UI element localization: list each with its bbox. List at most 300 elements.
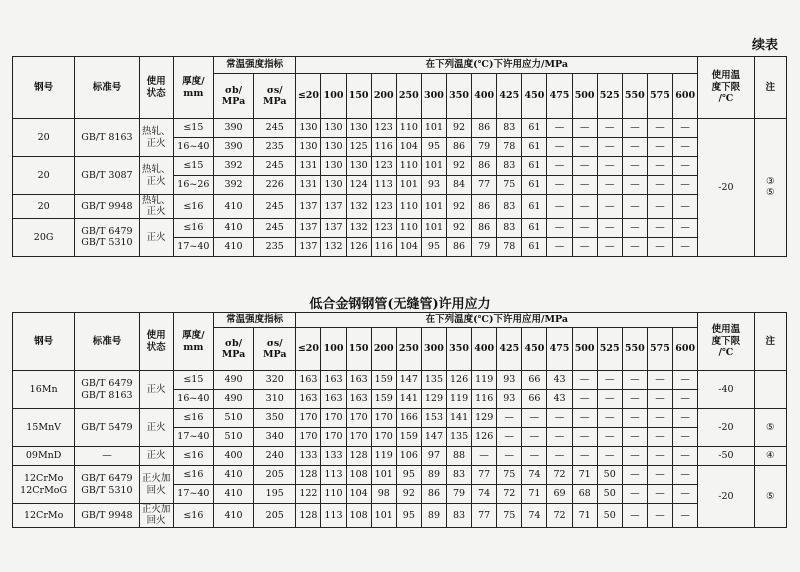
standard-cell: GB/T 5479 [75, 409, 139, 447]
stress-value-cell: 122 [296, 485, 321, 504]
stress-value-cell: 126 [472, 428, 497, 447]
stress-value-cell: — [597, 195, 622, 219]
stress-value-cell: — [622, 371, 647, 390]
stress-value-cell: 86 [447, 237, 472, 256]
sigma-s-cell: 245 [254, 157, 296, 176]
stress-value-cell: — [547, 119, 572, 138]
stress-value-cell: 71 [522, 485, 547, 504]
stress-value-cell: — [647, 176, 672, 195]
stress-value-cell: 110 [396, 157, 421, 176]
header-room-temp-strength: 常温强度指标 [213, 313, 295, 328]
thickness-cell: 16~40 [173, 390, 213, 409]
stress-value-cell: 113 [321, 504, 346, 528]
stress-value-cell: 93 [421, 176, 446, 195]
stress-value-cell: 75 [497, 176, 522, 195]
stress-value-cell: — [547, 218, 572, 237]
stress-value-cell: 95 [421, 237, 446, 256]
stress-value-cell: 123 [371, 157, 396, 176]
stress-value-cell: — [647, 504, 672, 528]
stress-value-cell: 125 [346, 138, 371, 157]
stress-value-cell: — [647, 237, 672, 256]
table-row [13, 447, 787, 466]
sigma-b-cell: 392 [213, 176, 253, 195]
header-temp-column: 350 [447, 328, 472, 371]
header-min-temp: 使用温 度下限 /℃ [698, 313, 754, 371]
header-temp-column: 100 [321, 74, 346, 119]
stress-value-cell: — [673, 176, 698, 195]
header-temp-column: 500 [572, 328, 597, 371]
header-temp-column: 400 [472, 328, 497, 371]
header-temp-column: 525 [597, 328, 622, 371]
header-temp-column: 425 [497, 328, 522, 371]
stress-value-cell: — [597, 371, 622, 390]
stress-value-cell: — [673, 428, 698, 447]
header-temp-column: ≤20 [296, 328, 321, 371]
stress-value-cell: 110 [396, 119, 421, 138]
stress-value-cell: 61 [522, 237, 547, 256]
header-sigma-b: σb/ MPa [213, 328, 253, 371]
stress-value-cell: 43 [547, 371, 572, 390]
stress-value-cell: 163 [321, 371, 346, 390]
stress-value-cell: 101 [421, 157, 446, 176]
stress-value-cell: 110 [396, 218, 421, 237]
stress-value-cell: — [647, 157, 672, 176]
sigma-b-cell: 390 [213, 138, 253, 157]
stress-value-cell: — [572, 119, 597, 138]
table-row [13, 409, 787, 428]
stress-value-cell: 101 [371, 504, 396, 528]
header-temp-column: 250 [396, 328, 421, 371]
stress-value-cell: 83 [497, 195, 522, 219]
thickness-cell: ≤15 [173, 119, 213, 138]
standard-cell: — [75, 447, 139, 466]
stress-value-cell: 92 [447, 195, 472, 219]
min-temp-cell: -20 [698, 466, 754, 528]
stress-value-cell: — [673, 466, 698, 485]
stress-value-cell: 74 [522, 466, 547, 485]
header-sigma-b: σb/ MPa [213, 74, 253, 119]
header-temp-column: 150 [346, 74, 371, 119]
steel-no-cell: 09MnD [13, 447, 75, 466]
header-allowable-stress: 在下列温度(℃)下许用应力/MPa [296, 57, 698, 74]
stress-value-cell: 61 [522, 195, 547, 219]
stress-value-cell: — [647, 119, 672, 138]
sigma-s-cell: 235 [254, 138, 296, 157]
condition-cell: 正火加回火 [139, 504, 173, 528]
header-temp-column: 550 [622, 328, 647, 371]
steel-no-cell: 20 [13, 157, 75, 195]
stress-value-cell: — [673, 447, 698, 466]
header-temp-column: 600 [673, 328, 698, 371]
thickness-cell: ≤15 [173, 371, 213, 390]
stress-value-cell: 163 [346, 390, 371, 409]
header-sigma-s: σs/ MPa [254, 328, 296, 371]
stress-value-cell: 88 [447, 447, 472, 466]
header-condition: 使用 状态 [139, 313, 173, 371]
stress-value-cell: 93 [497, 371, 522, 390]
stress-value-cell: — [622, 485, 647, 504]
sigma-b-cell: 400 [213, 447, 253, 466]
stress-value-cell: 116 [371, 138, 396, 157]
header-temp-column: 500 [572, 74, 597, 119]
stress-value-cell: — [622, 237, 647, 256]
steel-no-cell: 20G [13, 218, 75, 256]
stress-value-cell: 61 [522, 218, 547, 237]
stress-value-cell: — [622, 447, 647, 466]
stress-value-cell: 163 [296, 390, 321, 409]
steel-no-cell: 20 [13, 195, 75, 219]
stress-value-cell: 106 [396, 447, 421, 466]
sigma-s-cell: 340 [254, 428, 296, 447]
thickness-cell: ≤16 [173, 218, 213, 237]
stress-value-cell: — [522, 409, 547, 428]
stress-value-cell: 170 [321, 428, 346, 447]
sigma-b-cell: 490 [213, 371, 253, 390]
table-row [13, 119, 787, 138]
stress-value-cell: 71 [572, 504, 597, 528]
sigma-b-cell: 410 [213, 195, 253, 219]
stress-value-cell: 83 [497, 119, 522, 138]
stress-value-cell: 66 [522, 390, 547, 409]
stress-value-cell: 77 [472, 466, 497, 485]
stress-value-cell: 163 [321, 390, 346, 409]
standard-cell: GB/T 6479 GB/T 5310 [75, 218, 139, 256]
stress-value-cell: 141 [396, 390, 421, 409]
stress-value-cell: 89 [421, 504, 446, 528]
stress-value-cell: — [572, 157, 597, 176]
low-alloy-steel-stress-table [12, 312, 787, 528]
note-cell: ⑤ [754, 466, 786, 528]
stress-value-cell: 119 [447, 390, 472, 409]
stress-value-cell: — [673, 119, 698, 138]
standard-cell: GB/T 6479 GB/T 8163 [75, 371, 139, 409]
sigma-s-cell: 245 [254, 218, 296, 237]
stress-value-cell: 170 [371, 428, 396, 447]
stress-value-cell: 75 [497, 466, 522, 485]
sigma-b-cell: 510 [213, 428, 253, 447]
stress-value-cell: 130 [321, 138, 346, 157]
standard-cell: GB/T 9948 [75, 195, 139, 219]
stress-value-cell: 84 [447, 176, 472, 195]
stress-value-cell: — [622, 504, 647, 528]
stress-value-cell: 66 [522, 371, 547, 390]
header-condition: 使用 状态 [139, 57, 173, 119]
stress-value-cell: — [547, 176, 572, 195]
stress-value-cell: — [572, 195, 597, 219]
stress-value-cell: — [647, 428, 672, 447]
thickness-cell: ≤16 [173, 409, 213, 428]
stress-value-cell: — [673, 195, 698, 219]
stress-value-cell: 98 [371, 485, 396, 504]
stress-value-cell: 132 [346, 195, 371, 219]
sigma-s-cell: 245 [254, 195, 296, 219]
stress-value-cell: 159 [371, 371, 396, 390]
min-temp-cell: -40 [698, 371, 754, 409]
stress-value-cell: 101 [421, 195, 446, 219]
stress-value-cell: 101 [371, 466, 396, 485]
stress-value-cell: 123 [371, 218, 396, 237]
stress-value-cell: — [622, 195, 647, 219]
stress-value-cell: 163 [296, 371, 321, 390]
stress-value-cell: — [572, 237, 597, 256]
sigma-s-cell: 226 [254, 176, 296, 195]
stress-value-cell: 130 [346, 119, 371, 138]
stress-value-cell: — [622, 119, 647, 138]
header-min-temp: 使用温 度下限 /℃ [698, 57, 754, 119]
stress-value-cell: — [647, 447, 672, 466]
header-thickness: 厚度/ mm [173, 57, 213, 119]
stress-value-cell: — [647, 466, 672, 485]
stress-value-cell: 71 [572, 466, 597, 485]
stress-value-cell: 92 [396, 485, 421, 504]
stress-value-cell: — [547, 409, 572, 428]
stress-value-cell: 77 [472, 176, 497, 195]
sigma-b-cell: 392 [213, 157, 253, 176]
stress-value-cell: — [547, 447, 572, 466]
standard-cell: GB/T 3087 [75, 157, 139, 195]
stress-value-cell: 128 [296, 504, 321, 528]
header-temp-column: 550 [622, 74, 647, 119]
thickness-cell: ≤16 [173, 466, 213, 485]
thickness-cell: 17~40 [173, 237, 213, 256]
stress-value-cell: 97 [421, 447, 446, 466]
stress-value-cell: 69 [547, 485, 572, 504]
stress-value-cell: 132 [321, 237, 346, 256]
stress-value-cell: 75 [497, 504, 522, 528]
steel-no-cell: 12CrMo 12CrMoG [13, 466, 75, 504]
condition-cell: 热轧、正火 [139, 119, 173, 157]
stress-value-cell: 78 [497, 138, 522, 157]
table-row [13, 157, 787, 176]
header-thickness: 厚度/ mm [173, 313, 213, 371]
sigma-b-cell: 410 [213, 485, 253, 504]
standard-cell: GB/T 6479 GB/T 5310 [75, 466, 139, 504]
stress-value-cell: 135 [421, 371, 446, 390]
header-temp-column: 600 [673, 74, 698, 119]
stress-value-cell: 166 [396, 409, 421, 428]
table-row [13, 466, 787, 485]
note-cell [754, 371, 786, 409]
stress-value-cell: 92 [447, 157, 472, 176]
stress-value-cell: — [472, 447, 497, 466]
sigma-s-cell: 310 [254, 390, 296, 409]
sigma-b-cell: 510 [213, 409, 253, 428]
standard-cell: GB/T 9948 [75, 504, 139, 528]
stress-value-cell: — [622, 176, 647, 195]
sigma-s-cell: 205 [254, 466, 296, 485]
stress-value-cell: — [622, 390, 647, 409]
stress-value-cell: 133 [296, 447, 321, 466]
condition-cell: 热轧、正火 [139, 157, 173, 195]
stress-value-cell: 170 [371, 409, 396, 428]
stress-value-cell: — [547, 157, 572, 176]
stress-value-cell: — [572, 138, 597, 157]
stress-value-cell: — [647, 218, 672, 237]
stress-value-cell: — [673, 409, 698, 428]
stress-value-cell: — [547, 237, 572, 256]
header-temp-column: 300 [421, 74, 446, 119]
note-cell: ④ [754, 447, 786, 466]
header-standard: 标准号 [75, 313, 139, 371]
stress-value-cell: 79 [472, 138, 497, 157]
stress-value-cell: 74 [522, 504, 547, 528]
stress-value-cell: — [572, 218, 597, 237]
stress-value-cell: — [647, 409, 672, 428]
header-note: 注 [754, 313, 786, 371]
stress-value-cell: 170 [296, 428, 321, 447]
stress-value-cell: 137 [296, 218, 321, 237]
stress-value-cell: — [622, 466, 647, 485]
sigma-s-cell: 245 [254, 119, 296, 138]
stress-value-cell: — [597, 157, 622, 176]
stress-value-cell: — [673, 138, 698, 157]
stress-value-cell: 86 [472, 195, 497, 219]
condition-cell: 正火 [139, 371, 173, 409]
steel-no-cell: 20 [13, 119, 75, 157]
table-row [13, 195, 787, 219]
sigma-b-cell: 410 [213, 218, 253, 237]
header-temp-column: 200 [371, 328, 396, 371]
stress-value-cell: 110 [321, 485, 346, 504]
stress-value-cell: 124 [346, 176, 371, 195]
sigma-s-cell: 205 [254, 504, 296, 528]
stress-value-cell: 131 [296, 157, 321, 176]
stress-value-cell: — [597, 447, 622, 466]
stress-value-cell: 163 [346, 371, 371, 390]
thickness-cell: ≤16 [173, 504, 213, 528]
stress-value-cell: 86 [447, 138, 472, 157]
stress-value-cell: 159 [396, 428, 421, 447]
stress-value-cell: — [572, 447, 597, 466]
stress-value-cell: 137 [321, 218, 346, 237]
stress-value-cell: — [597, 119, 622, 138]
steel-no-cell: 15MnV [13, 409, 75, 447]
stress-value-cell: 74 [472, 485, 497, 504]
stress-value-cell: 68 [572, 485, 597, 504]
stress-value-cell: 116 [472, 390, 497, 409]
stress-value-cell: — [497, 428, 522, 447]
header-steel-no: 钢号 [13, 57, 75, 119]
condition-cell: 热轧、正火 [139, 195, 173, 219]
stress-value-cell: 104 [346, 485, 371, 504]
stress-value-cell: 61 [522, 157, 547, 176]
stress-value-cell: 86 [472, 119, 497, 138]
sigma-s-cell: 240 [254, 447, 296, 466]
stress-value-cell: — [647, 485, 672, 504]
stress-value-cell: 83 [497, 157, 522, 176]
stress-value-cell: 83 [447, 466, 472, 485]
stress-value-cell: — [547, 195, 572, 219]
stress-value-cell: 50 [597, 466, 622, 485]
stress-value-cell: 130 [346, 157, 371, 176]
sigma-s-cell: 235 [254, 237, 296, 256]
stress-value-cell: — [572, 428, 597, 447]
steel-no-cell: 16Mn [13, 371, 75, 409]
stress-value-cell: 129 [472, 409, 497, 428]
table-row [13, 218, 787, 237]
table-row [13, 371, 787, 390]
stress-value-cell: — [622, 157, 647, 176]
section-title: 低合金钢钢管(无缝管)许用应力 [309, 297, 491, 312]
stress-value-cell: 137 [296, 237, 321, 256]
stress-value-cell: 126 [447, 371, 472, 390]
note-cell: ⑤ [754, 409, 786, 447]
header-temp-column: 475 [547, 74, 572, 119]
stress-value-cell: 137 [321, 195, 346, 219]
stress-value-cell: — [547, 428, 572, 447]
stress-value-cell: — [622, 409, 647, 428]
stress-value-cell: 104 [396, 138, 421, 157]
stress-value-cell: 126 [346, 237, 371, 256]
stress-value-cell: 147 [396, 371, 421, 390]
stress-value-cell: 135 [447, 428, 472, 447]
stress-value-cell: 141 [447, 409, 472, 428]
stress-value-cell: 132 [346, 218, 371, 237]
stress-value-cell: — [597, 218, 622, 237]
stress-value-cell: — [647, 390, 672, 409]
stress-value-cell: — [673, 371, 698, 390]
thickness-cell: ≤16 [173, 195, 213, 219]
stress-value-cell: 170 [346, 409, 371, 428]
stress-value-cell: 108 [346, 466, 371, 485]
stress-value-cell: 130 [321, 157, 346, 176]
header-room-temp-strength: 常温强度指标 [213, 57, 295, 74]
stress-value-cell: 83 [447, 504, 472, 528]
header-note: 注 [754, 57, 786, 119]
stress-value-cell: 153 [421, 409, 446, 428]
header-temp-column: 575 [647, 74, 672, 119]
stress-value-cell: — [572, 409, 597, 428]
stress-value-cell: — [647, 195, 672, 219]
sigma-s-cell: 350 [254, 409, 296, 428]
continued-label: 续表 [751, 38, 778, 53]
min-temp-cell: -50 [698, 447, 754, 466]
stress-value-cell: — [597, 138, 622, 157]
sigma-b-cell: 410 [213, 237, 253, 256]
stress-value-cell: 95 [421, 138, 446, 157]
sigma-b-cell: 490 [213, 390, 253, 409]
stress-value-cell: 101 [421, 218, 446, 237]
thickness-cell: 16~26 [173, 176, 213, 195]
stress-value-cell: 133 [321, 447, 346, 466]
stress-value-cell: — [497, 447, 522, 466]
stress-value-cell: — [673, 504, 698, 528]
stress-value-cell: — [597, 237, 622, 256]
stress-value-cell: 123 [371, 195, 396, 219]
header-temp-column: 525 [597, 74, 622, 119]
stress-value-cell: — [673, 485, 698, 504]
stress-value-cell: 93 [497, 390, 522, 409]
header-temp-column: 300 [421, 328, 446, 371]
stress-value-cell: 61 [522, 176, 547, 195]
stress-value-cell: 170 [296, 409, 321, 428]
stress-value-cell: 113 [321, 466, 346, 485]
stress-value-cell: 130 [321, 176, 346, 195]
header-allowable-stress: 在下列温度(℃)下许用应用/MPa [296, 313, 698, 328]
stress-value-cell: 77 [472, 504, 497, 528]
header-temp-column: 475 [547, 328, 572, 371]
stress-value-cell: 86 [421, 485, 446, 504]
carbon-steel-stress-table [12, 56, 787, 257]
stress-value-cell: 92 [447, 218, 472, 237]
stress-value-cell: 50 [597, 504, 622, 528]
stress-value-cell: — [547, 138, 572, 157]
header-temp-column: 450 [522, 328, 547, 371]
thickness-cell: 17~40 [173, 428, 213, 447]
sigma-s-cell: 320 [254, 371, 296, 390]
stress-value-cell: 101 [396, 176, 421, 195]
stress-value-cell: 95 [396, 504, 421, 528]
